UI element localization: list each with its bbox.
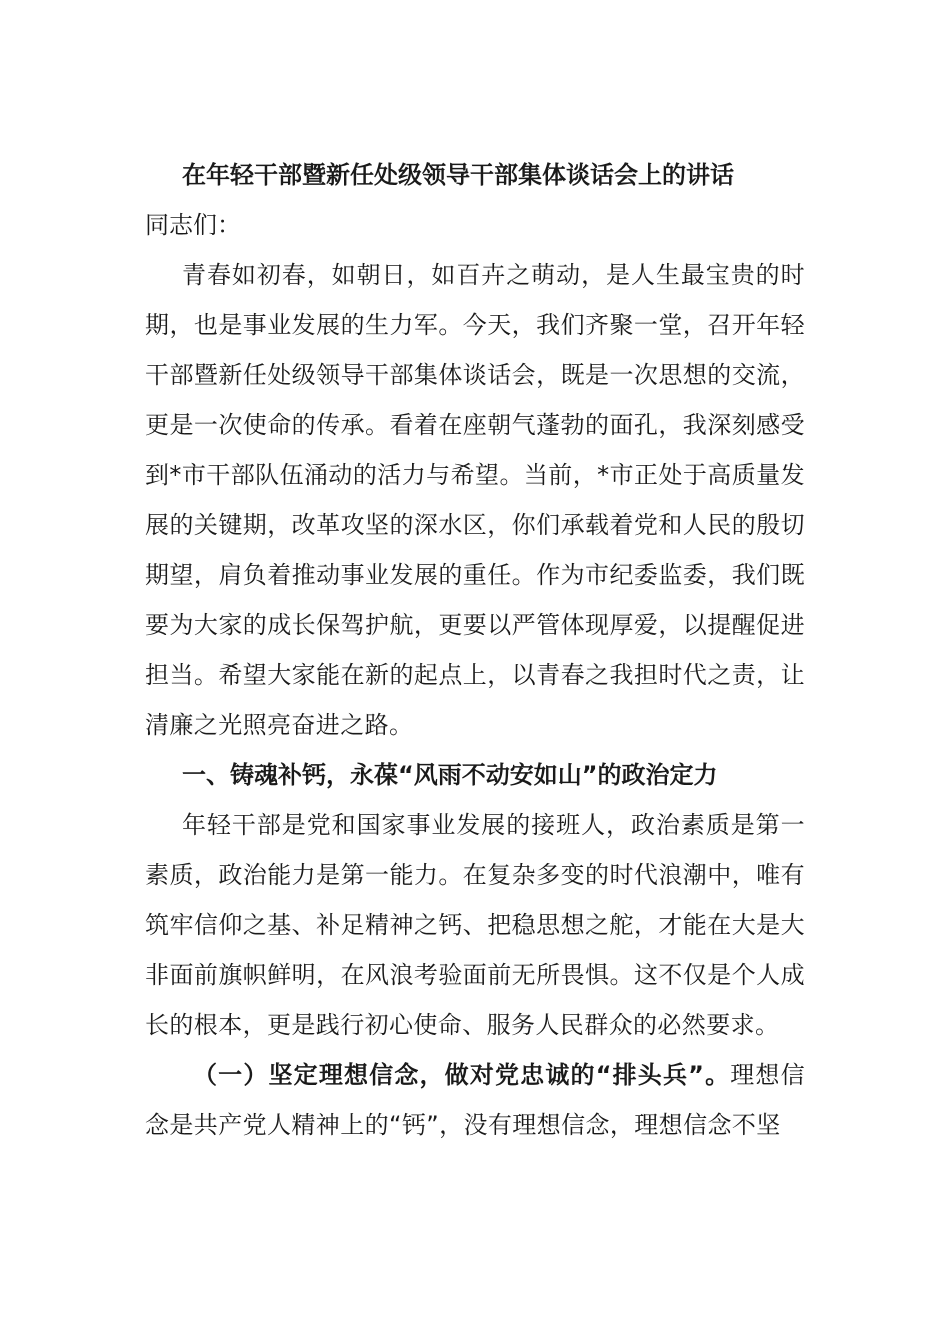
section-one-paragraph: 年轻干部是党和国家事业发展的接班人，政治素质是第一素质，政治能力是第一能力。在复杂多变的时代浪潮中，唯有筑牢信仰之基、补足精神之钙、把稳思想之舵，才能在大是大非面前旗帜鲜明，在风浪考验面前无所畏惧。这不仅是个人成长的根本，更是践行初心使命、服务人民群众的必然要求。 [145, 811, 805, 1039]
document-body [145, 150, 805, 1150]
subsection-one-paragraph [145, 1050, 805, 1150]
intro-paragraph: 青春如初春，如朝日，如百卉之萌动，是人生最宝贵的时期，也是事业发展的生力军。今天，我们齐聚一堂，召开年轻干部暨新任处级领导干部集体谈话会，既是一次思想的交流，更是一次使命的传承。看着在座朝气蓬勃的面孔，我深刻感受到*市干部队伍涌动的活力与希望。当前，*市正处于高质量发展的关键期，改革攻坚的深水区，你们承载着党和人民的殷切期望，肩负着推动事业发展的重任。作为市纪委监委，我们既要为大家的成长保驾护航，更要以严管体现厚爱，以提醒促进担当。希望大家能在新的起点上，以青春之我担时代之责，让清廉之光照亮奋进之路。 [145, 261, 805, 739]
subsection-one-text: 理想信念是共产党人精神上的“钙”，没有理想信念，理想信念不坚 [145, 1061, 805, 1139]
salutation: 同志们： [145, 211, 241, 239]
section-one-heading: 一、铸魂补钙，永葆“风雨不动安如山”的政治定力 [182, 761, 718, 789]
subsection-one-heading: （一）坚定理想信念，做对党忠诚的“排头兵”。 [193, 1061, 731, 1089]
speech-title: 在年轻干部暨新任处级领导干部集体谈话会上的讲话 [182, 161, 734, 189]
